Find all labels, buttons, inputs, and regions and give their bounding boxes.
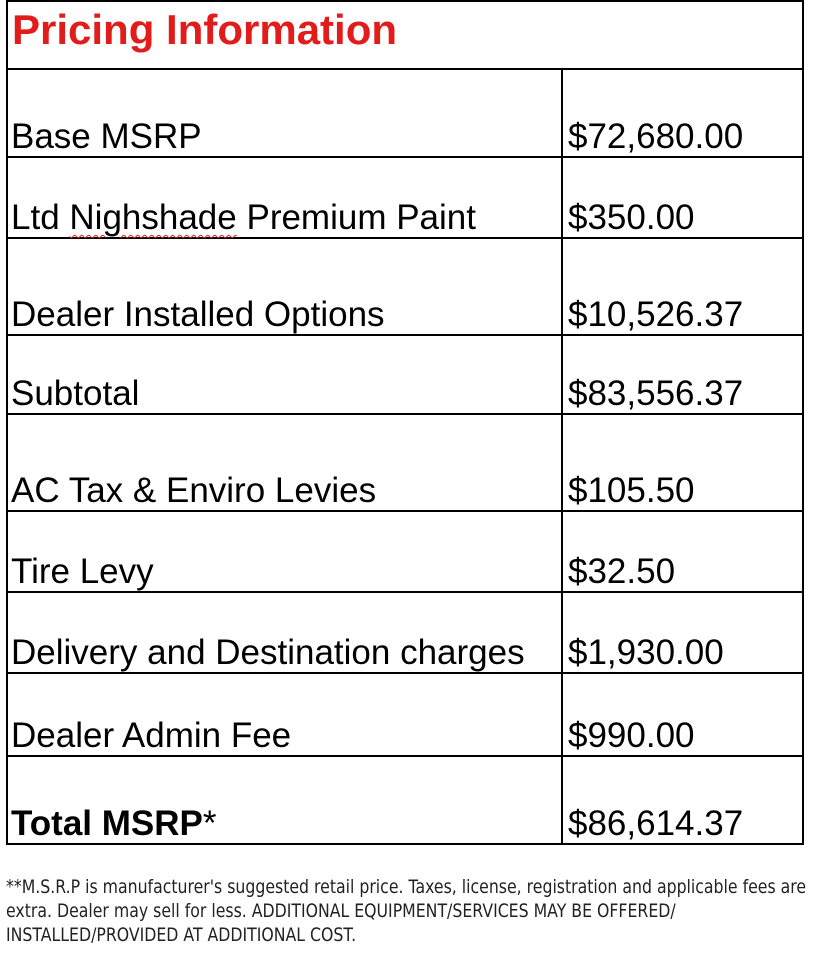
row-value: $105.50: [568, 471, 695, 510]
row-label: AC Tax & Enviro Levies: [8, 415, 563, 510]
row-value: $83,556.37: [568, 374, 744, 413]
table-row-admin-fee: [8, 674, 802, 757]
pricing-table: [6, 0, 804, 845]
table-row-tire-levy: [8, 512, 802, 593]
table-row-subtotal: [8, 336, 802, 415]
row-value: $72,680.00: [568, 117, 744, 156]
title-row: [8, 2, 802, 70]
table-row-delivery: [8, 593, 802, 674]
row-value: $10,526.37: [568, 295, 744, 334]
total-label: [8, 757, 563, 843]
row-label: Delivery and Destination charges: [8, 593, 563, 672]
table-row-total: [8, 757, 802, 843]
row-label: Tire Levy: [8, 512, 563, 591]
table-row-ac-tax: [8, 415, 802, 512]
label-word: Premium Paint: [246, 198, 476, 237]
asterisk: *: [202, 804, 217, 843]
total-label-text: Total MSRP: [11, 804, 203, 843]
row-value: $350.00: [568, 198, 695, 237]
table-row-paint: [8, 158, 802, 239]
total-value: $86,614.37: [568, 804, 744, 843]
row-label: Subtotal: [8, 336, 563, 413]
row-value: $990.00: [568, 716, 695, 755]
table-row-dealer-options: [8, 239, 802, 336]
row-label: Dealer Admin Fee: [8, 674, 563, 755]
row-value: $1,930.00: [568, 633, 724, 672]
table-row-base-msrp: [8, 70, 802, 158]
label-word: Ltd: [11, 198, 60, 237]
row-label: Dealer Installed Options: [8, 239, 563, 334]
disclaimer-footnote: **M.S.R.P is manufacturer's suggested retail price. Taxes, license, registration and applicable fees are extra. Dealer may sell for less. ADDITIONAL EQUIPMENT/SERVICES MAY BE OFFERED/ INSTALLED/PROVIDED AT ADDITIONAL COST.: [6, 877, 807, 946]
misspelled-word: Nighshade: [69, 198, 237, 237]
row-label: Base MSRP: [8, 70, 563, 156]
pricing-title: Pricing Information: [12, 6, 398, 53]
row-label: [8, 158, 563, 237]
row-value: $32.50: [568, 552, 676, 591]
